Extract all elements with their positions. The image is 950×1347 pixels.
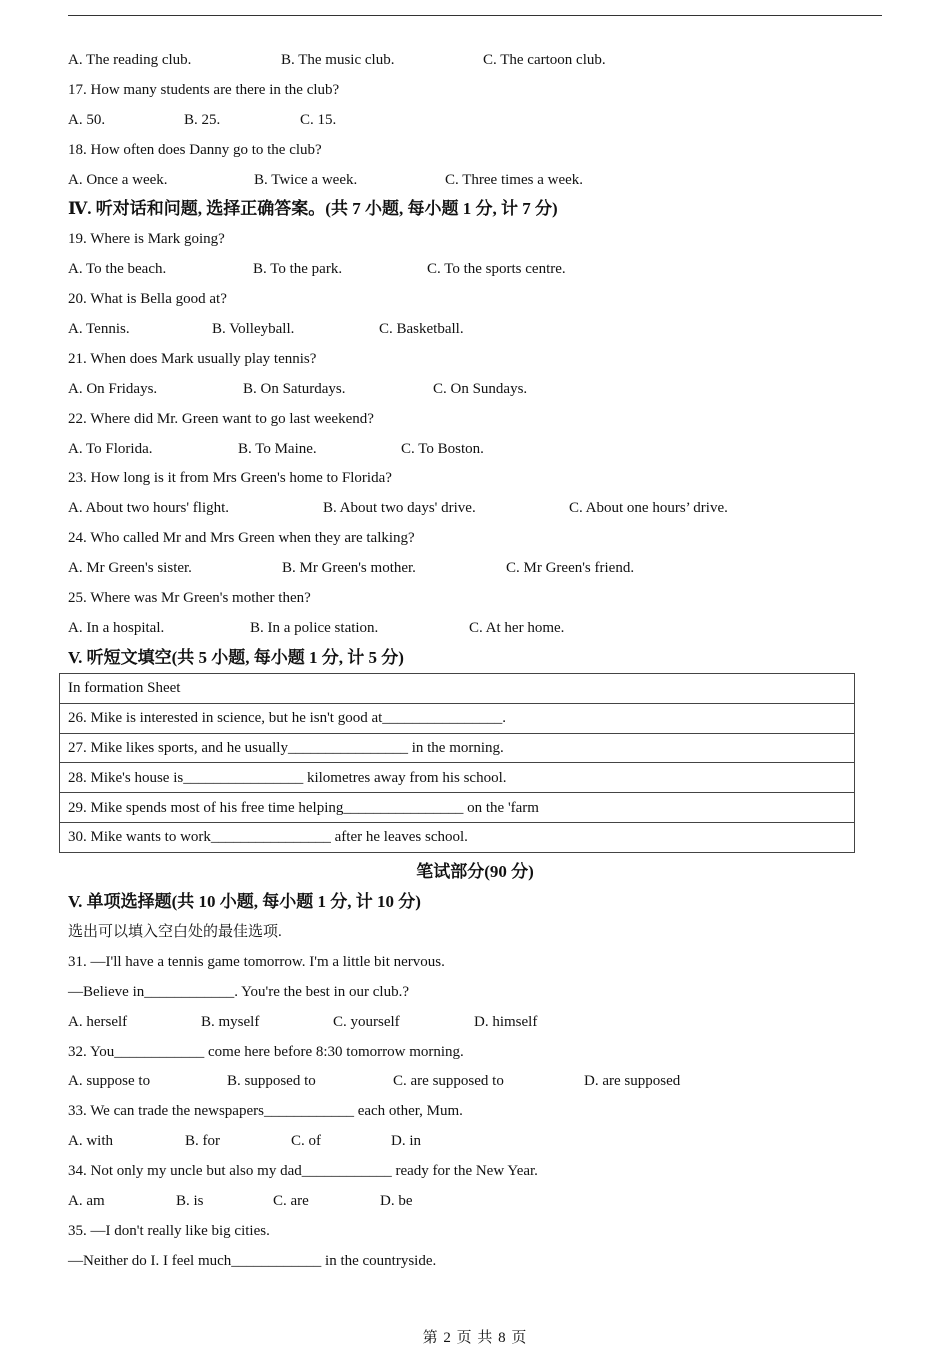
q17-option-c: C. 15. — [300, 112, 337, 128]
page-number-footer: 第 2 页 共 8 页 — [422, 1330, 528, 1346]
q19-stem: 19. Where is Mark going? — [68, 231, 225, 247]
q20-option-b: B. Volleyball. — [212, 321, 295, 337]
q20-option-c: C. Basketball. — [379, 321, 464, 337]
q25-option-b: B. In a police station. — [250, 620, 379, 636]
q32-option-b: B. supposed to — [227, 1073, 316, 1089]
q31-option-a: A. herself — [68, 1014, 128, 1030]
table-row — [60, 793, 855, 823]
q18-option-b: B. Twice a week. — [254, 172, 358, 188]
q33-option-d: D. in — [391, 1133, 421, 1149]
info-sheet-item-28: 28. Mike's house is________________ kilometres away from his school. — [60, 763, 855, 793]
q16-option-a: A. The reading club. — [68, 52, 192, 68]
q21-option-a: A. On Fridays. — [68, 381, 158, 397]
q17-option-b: B. 25. — [184, 112, 221, 128]
q24-option-c: C. Mr Green's friend. — [506, 560, 635, 576]
q32-option-d: D. are supposed — [584, 1073, 681, 1089]
q24-option-a: A. Mr Green's sister. — [68, 560, 192, 576]
q34-option-c: C. are — [273, 1193, 309, 1209]
q34-stem: 34. Not only my uncle but also my dad____________ ready for the New Year. — [68, 1163, 538, 1179]
q24-option-b: B. Mr Green's mother. — [282, 560, 416, 576]
q19-option-b: B. To the park. — [253, 261, 343, 277]
q25-option-a: A. In a hospital. — [68, 620, 165, 636]
section-5-heading: V. 听短文填空(共 5 小题, 每小题 1 分, 计 5 分) — [68, 648, 404, 667]
q25-stem: 25. Where was Mr Green's mother then? — [68, 590, 311, 606]
q31-option-c: C. yourself — [333, 1014, 400, 1030]
q34-option-a: A. am — [68, 1193, 105, 1209]
info-sheet-title: In formation Sheet — [60, 674, 855, 704]
q19-option-c: C. To the sports centre. — [427, 261, 566, 277]
q33-option-b: B. for — [185, 1133, 220, 1149]
q16-option-c: C. The cartoon club. — [483, 52, 606, 68]
q17-stem: 17. How many students are there in the club? — [68, 82, 340, 98]
info-sheet-item-27: 27. Mike likes sports, and he usually________________ in the morning. — [60, 733, 855, 763]
q31-option-b: B. myself — [201, 1014, 260, 1030]
q23-option-b: B. About two days' drive. — [323, 500, 476, 516]
information-sheet-table — [59, 673, 855, 853]
q23-option-a: A. About two hours' flight. — [68, 500, 230, 516]
q16-option-b: B. The music club. — [281, 52, 395, 68]
q32-option-a: A. suppose to — [68, 1073, 151, 1089]
table-row — [60, 674, 855, 704]
table-row — [60, 763, 855, 793]
q24-stem: 24. Who called Mr and Mrs Green when they are talking? — [68, 530, 415, 546]
q32-option-c: C. are supposed to — [393, 1073, 504, 1089]
table-row — [60, 733, 855, 763]
table-row — [60, 703, 855, 733]
q34-option-b: B. is — [176, 1193, 204, 1209]
q21-option-c: C. On Sundays. — [433, 381, 528, 397]
q32-stem: 32. You____________ come here before 8:30 tomorrow morning. — [68, 1044, 464, 1060]
q33-option-a: A. with — [68, 1133, 113, 1149]
q19-option-a: A. To the beach. — [68, 261, 167, 277]
info-sheet-item-29: 29. Mike spends most of his free time helping________________ on the 'farm — [60, 793, 855, 823]
q22-option-a: A. To Florida. — [68, 441, 153, 457]
top-rule — [68, 15, 882, 16]
q35-stem-line2: —Neither do I. I feel much____________ in the countryside. — [68, 1253, 437, 1269]
info-sheet-item-30: 30. Mike wants to work________________ after he leaves school. — [60, 822, 855, 852]
q21-stem: 21. When does Mark usually play tennis? — [68, 351, 317, 367]
q20-option-a: A. Tennis. — [68, 321, 130, 337]
q33-stem: 33. We can trade the newspapers____________ each other, Mum. — [68, 1103, 463, 1119]
q23-option-c: C. About one hours’ drive. — [569, 500, 728, 516]
info-sheet-item-26: 26. Mike is interested in science, but he isn't good at________________. — [60, 703, 855, 733]
section-4-heading: Ⅳ. 听对话和问题, 选择正确答案。(共 7 小题, 每小题 1 分, 计 7 分) — [68, 199, 558, 218]
q31-stem-line2: —Believe in____________. You're the best in our club.? — [68, 984, 409, 1000]
q22-option-b: B. To Maine. — [238, 441, 317, 457]
section-mc-heading: V. 单项选择题(共 10 小题, 每小题 1 分, 计 10 分) — [68, 892, 421, 911]
q34-option-d: D. be — [380, 1193, 413, 1209]
q20-stem: 20. What is Bella good at? — [68, 291, 227, 307]
q22-stem: 22. Where did Mr. Green want to go last weekend? — [68, 411, 374, 427]
q23-stem: 23. How long is it from Mrs Green's home to Florida? — [68, 470, 392, 486]
q18-stem: 18. How often does Danny go to the club? — [68, 142, 322, 158]
q25-option-c: C. At her home. — [469, 620, 565, 636]
written-part-title: 笔试部分(90 分) — [416, 862, 534, 881]
q31-option-d: D. himself — [474, 1014, 538, 1030]
q31-stem-line1: 31. —I'll have a tennis game tomorrow. I'm a little bit nervous. — [68, 954, 445, 970]
q22-option-c: C. To Boston. — [401, 441, 484, 457]
q18-option-a: A. Once a week. — [68, 172, 168, 188]
q17-option-a: A. 50. — [68, 112, 106, 128]
q33-option-c: C. of — [291, 1133, 321, 1149]
q18-option-c: C. Three times a week. — [445, 172, 584, 188]
q35-stem-line1: 35. —I don't really like big cities. — [68, 1223, 270, 1239]
q21-option-b: B. On Saturdays. — [243, 381, 346, 397]
table-row — [60, 822, 855, 852]
section-mc-instruction: 选出可以填入空白处的最佳选项. — [68, 924, 282, 940]
